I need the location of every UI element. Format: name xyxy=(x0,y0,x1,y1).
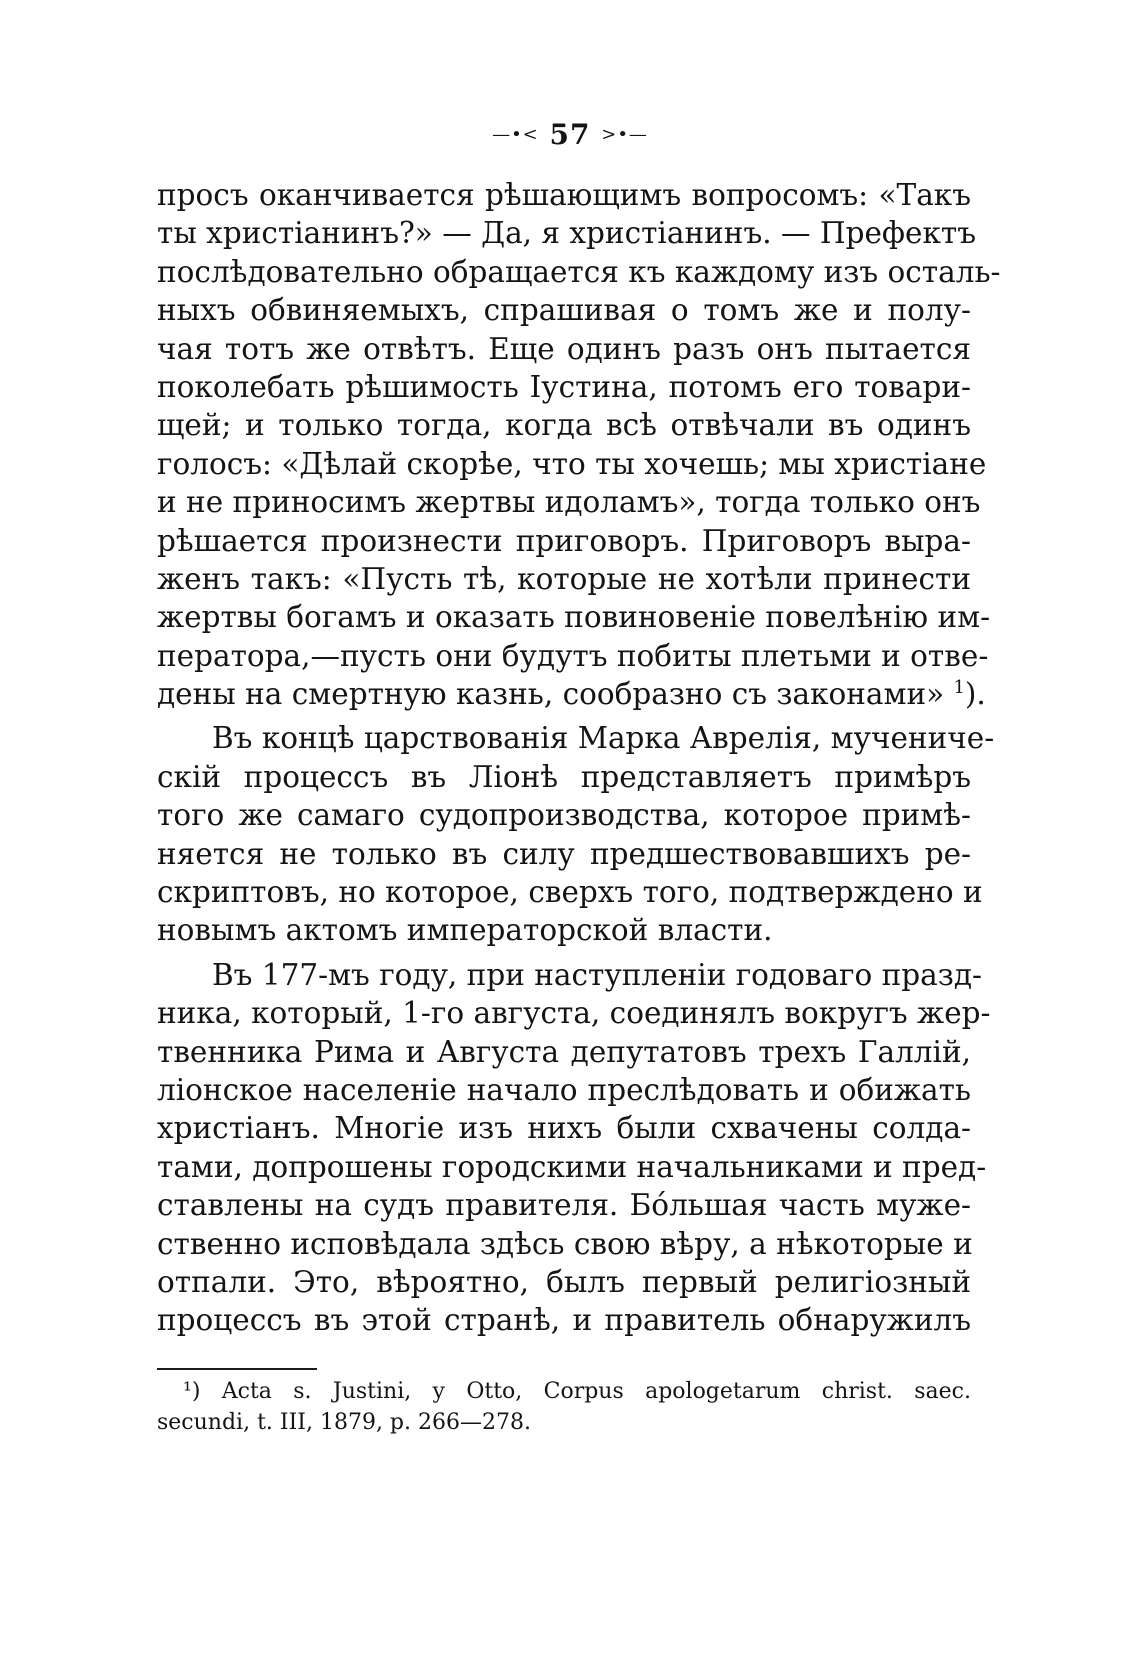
footnote-text: Acta s. Justini, y Otto, Corpus apologetarum christ. saec. xyxy=(221,1379,971,1404)
end-punctuation: ). xyxy=(964,677,986,712)
paragraph-1 xyxy=(157,176,1001,713)
footnote xyxy=(157,1376,971,1438)
text-line: и не приносимъ жертвы идоламъ», тогда только онъ xyxy=(157,485,981,520)
text-line: ныхъ обвиняемыхъ, спрашивая о томъ же и полу- xyxy=(157,293,971,328)
text-line: христіанъ. Многіе изъ нихъ были схвачены солда- xyxy=(157,1111,971,1146)
text-line: ты христіанинъ?» — Да, я христіанинъ. — Префектъ xyxy=(157,216,976,251)
paragraph-3 xyxy=(157,956,991,1340)
header-ornament-right: >•— xyxy=(601,124,648,145)
text-line: новымъ актомъ императорской власти. xyxy=(157,913,773,948)
footnote-line xyxy=(157,1376,971,1407)
footnote-ref: 1 xyxy=(953,678,965,699)
text-line: рѣшается произнести приговоръ. Приговоръ выра- xyxy=(157,523,971,558)
page-number: 57 xyxy=(549,118,591,151)
text-line: женъ такъ: «Пусть тѣ, которые не хотѣли принести xyxy=(157,561,971,596)
text-line: няется не только въ силу предшествовавшихъ ре- xyxy=(157,836,971,871)
text-line: ставлены на судъ правителя. Бо́льшая часть муже- xyxy=(157,1188,971,1223)
text-line: послѣдовательно обращается къ каждому изъ осталь- xyxy=(157,254,1001,289)
text-line: скриптовъ, но которое, сверхъ того, подтверждено и xyxy=(157,875,983,910)
paragraph-2 xyxy=(157,719,995,949)
text-line: голосъ: «Дѣлай скорѣе, что ты хочешь; мы христіане xyxy=(157,446,987,481)
footnote-divider xyxy=(157,1368,317,1370)
text-line: дены на смертную казнь, сообразно съ законами» xyxy=(157,677,945,712)
footnote-marker: ¹) xyxy=(183,1379,201,1404)
text-line: ственно исповѣдала здѣсь свою вѣру, а нѣкоторые и xyxy=(157,1226,973,1261)
text-line: ператора,—пусть они будутъ побиты плетьми и отве- xyxy=(157,638,989,673)
text-line: просъ оканчивается рѣшающимъ вопросомъ: «Такъ xyxy=(157,178,971,212)
page-header xyxy=(0,118,1140,151)
text-line: ліонское населеніе начало преслѣдовать и обижать xyxy=(157,1072,971,1107)
text-line: щей; и только тогда, когда всѣ отвѣчали въ одинъ xyxy=(157,408,971,443)
text-line: жертвы богамъ и оказать повиновеніе повелѣнію им- xyxy=(157,600,991,635)
header-ornament-left: —•< xyxy=(492,124,539,145)
text-line: чая тотъ же отвѣтъ. Еще одинъ разъ онъ пытается xyxy=(157,331,971,366)
text-line: отпали. Это, вѣроятно, былъ первый религіозный xyxy=(157,1264,971,1299)
text-line: того же самаго судопроизводства, которое примѣ- xyxy=(157,798,971,833)
text-line: Въ концѣ царствованія Марка Аврелія, мучениче- xyxy=(212,721,995,756)
text-line: твенника Рима и Августа депутатовъ трехъ Галлій, xyxy=(157,1034,971,1069)
text-line: тами, допрошены городскими начальниками и пред- xyxy=(157,1149,987,1184)
text-line: ника, который, 1-го августа, соединялъ вокругъ жер- xyxy=(157,996,991,1031)
text-line: Въ 177-мъ году, при наступленіи годоваго празд- xyxy=(212,957,982,992)
footnote-line: secundi, t. III, 1879, p. 266—278. xyxy=(157,1410,531,1435)
text-line: поколебать рѣшимость Іустина, потомъ его товари- xyxy=(157,369,971,404)
text-line: скій процессъ въ Ліонѣ представляетъ примѣръ xyxy=(157,759,971,794)
body-text xyxy=(157,176,1001,1340)
text-line: процессъ въ этой странѣ, и правитель обнаружилъ xyxy=(157,1303,971,1338)
text-line-with-footnote xyxy=(157,675,986,713)
